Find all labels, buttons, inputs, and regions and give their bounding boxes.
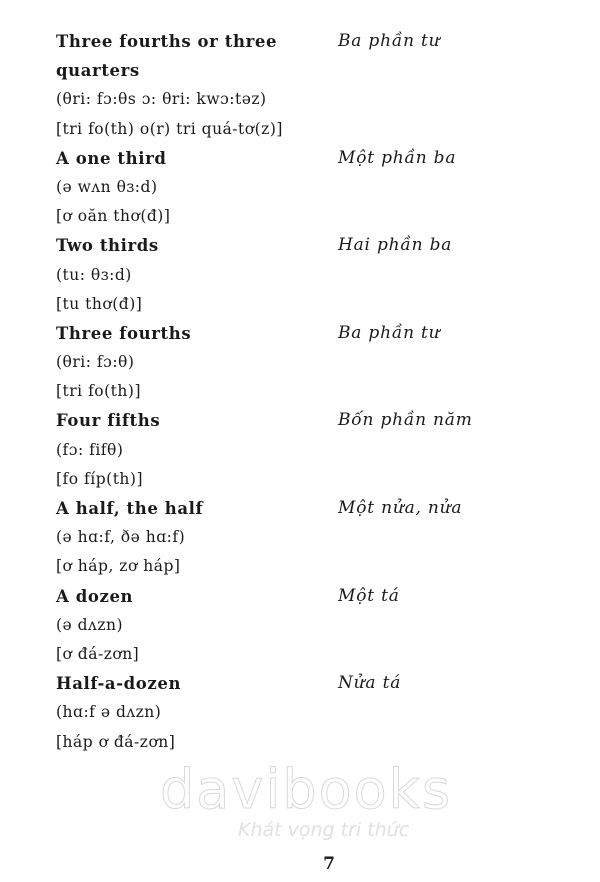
vocabulary-entry	[56, 406, 576, 494]
entry-pronunciation: [háp ơ đá-zơn]	[56, 732, 176, 751]
vocabulary-entry	[56, 319, 576, 407]
entry-term: A half, the half	[56, 499, 204, 518]
entry-translation: Một phần ba	[338, 147, 457, 168]
entry-ipa: (hɑ:f ə dʌzn)	[56, 703, 162, 722]
entry-term: Three fourths or three	[56, 32, 278, 51]
entry-term: Half-a-dozen	[56, 674, 182, 694]
entry-pronunciation: [ơ đá-zơn]	[56, 644, 140, 663]
vocabulary-entry	[56, 27, 576, 144]
entry-pronunciation: [tu thơ(đ)]	[56, 294, 143, 313]
entry-translation: Nửa tá	[338, 673, 402, 694]
entry-term: Two thirds	[56, 236, 159, 256]
watermark	[160, 760, 460, 842]
entry-ipa: (ə wʌn θɜ:d)	[56, 177, 158, 196]
entry-translation: Hai phần ba	[338, 235, 453, 256]
entry-term: quarters	[56, 61, 140, 81]
entry-translation: Một nửa, nửa	[338, 498, 463, 518]
entry-ipa: (ə hɑ:f, ðə hɑ:f)	[56, 528, 186, 547]
entry-ipa: (tu: θɜ:d)	[56, 265, 132, 284]
entry-translation: Ba phần tư	[338, 31, 441, 51]
entry-term: A one third	[56, 148, 167, 168]
vocabulary-entry	[56, 144, 576, 232]
vocabulary-entry	[56, 231, 576, 319]
entry-pronunciation: [tri fo(th) o(r) tri quá-tơ(z)]	[56, 119, 283, 138]
page-number: 7	[323, 854, 335, 874]
entry-translation: Bốn phần năm	[338, 410, 473, 431]
entry-translation: Một tá	[338, 585, 400, 606]
entry-term: Three fourths	[56, 323, 192, 343]
vocabulary-list	[56, 27, 576, 757]
vocabulary-entry	[56, 582, 576, 670]
watermark-brand: davibooks	[160, 758, 453, 821]
vocabulary-entry	[56, 494, 576, 582]
entry-translation: Ba phần tư	[338, 322, 441, 343]
entry-pronunciation: [tri fo(th)]	[56, 382, 141, 401]
entry-ipa: (fɔ: fifθ)	[56, 440, 124, 459]
entry-pronunciation: [ơ oăn thơ(đ)]	[56, 207, 171, 226]
entry-term: Four fifths	[56, 411, 161, 431]
entry-ipa: (ə dʌzn)	[56, 615, 124, 634]
vocabulary-entry	[56, 669, 576, 757]
entry-pronunciation: [ơ háp, zơ háp]	[56, 557, 181, 576]
watermark-slogan: Khát vọng tri thức	[238, 819, 410, 841]
entry-pronunciation: [fo fíp(th)]	[56, 469, 144, 488]
entry-ipa: (θri: fɔ:θ)	[56, 353, 135, 372]
entry-ipa: (θri: fɔ:θs ɔ: θri: kwɔ:təz)	[56, 90, 267, 109]
entry-term: A dozen	[56, 586, 134, 606]
